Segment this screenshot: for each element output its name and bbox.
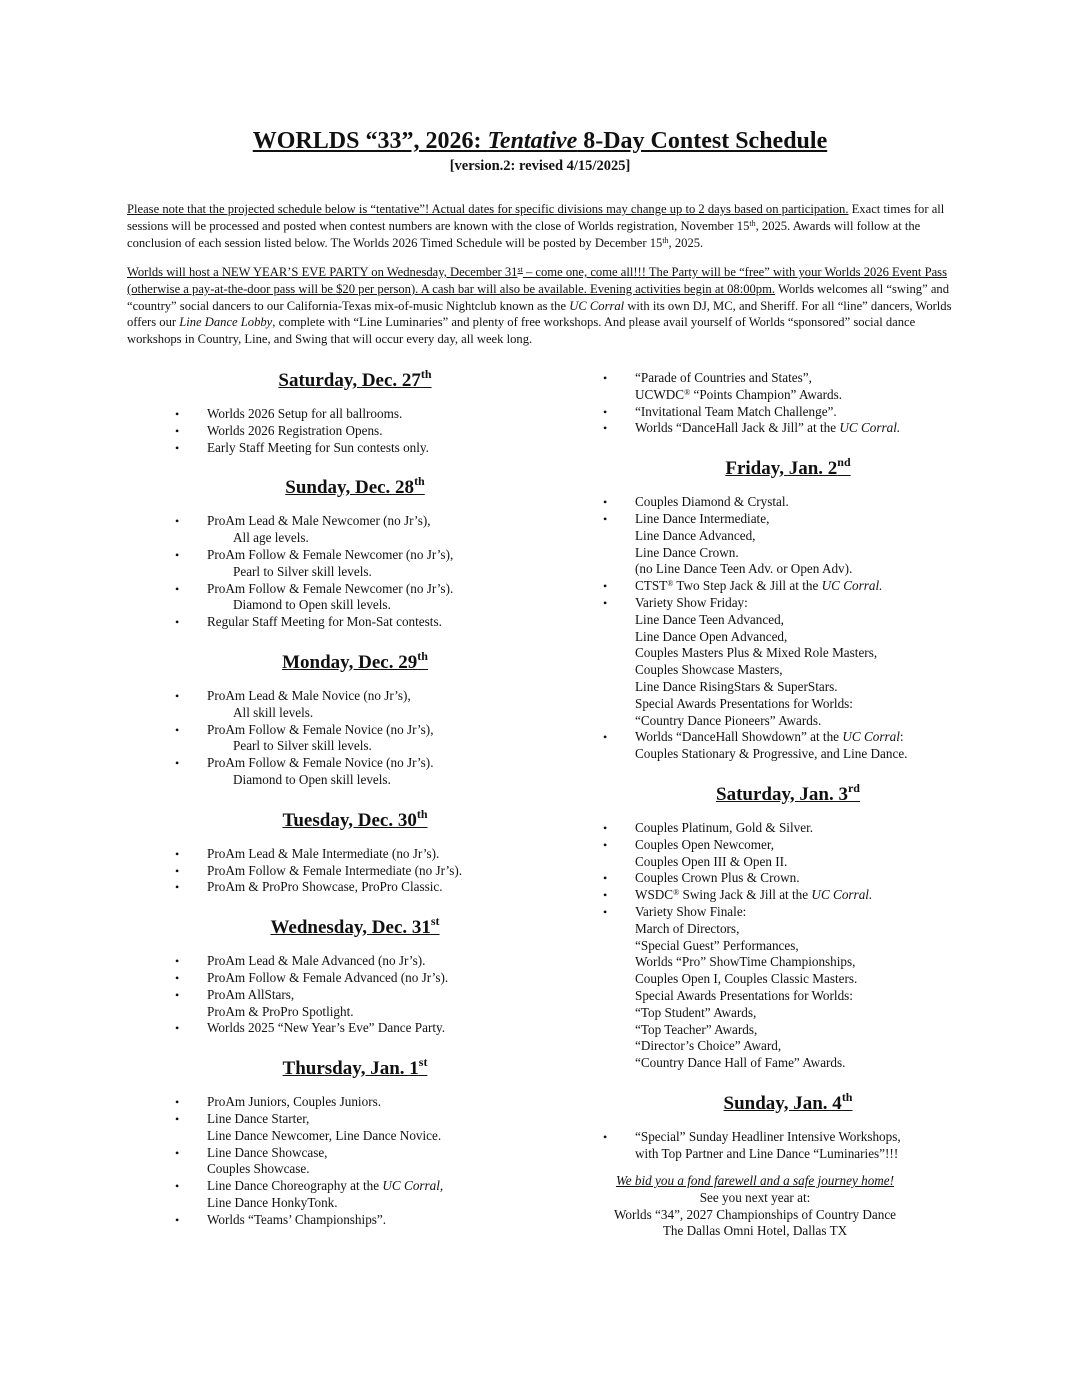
item-subtext: “Points Champion” Awards. (690, 386, 843, 402)
item-subtext: Line Dance Advanced, (635, 527, 756, 543)
item-text: Worlds 2025 “New Year’s Eve” Dance Party. (207, 1020, 446, 1036)
item-text: Two Step Jack & Jill at the (673, 578, 822, 594)
title-prefix: WORLDS “33”, 2026: (252, 128, 488, 154)
list-item (603, 729, 973, 763)
item-subtext: Diamond to Open skill levels. (233, 771, 391, 787)
day-heading-sup: th (416, 806, 428, 821)
list-item (175, 863, 535, 880)
list-item (603, 870, 973, 887)
item-subtext: All age levels. (233, 530, 309, 546)
list-item (175, 688, 535, 722)
item-text: CTST (635, 578, 668, 594)
item-subtext: Line Dance RisingStars & SuperStars. (635, 678, 838, 694)
day-section-tue-dec-30 (175, 806, 535, 896)
item-text: • Variety Show Finale: (635, 903, 747, 919)
item-text: : (899, 729, 904, 745)
item-subtext: Line Dance Teen Advanced, (635, 611, 784, 627)
item-uc-corral: UC Corral. (811, 887, 873, 903)
intro-p1-text-b: , 2025. Awards will follow at the conclusion of each session listed below. The Worlds 2026 Timed Schedule will be posted by December 15 (127, 218, 921, 250)
item-text: • ProAm Lead & Male Newcomer (no Jr’s), (207, 513, 431, 529)
item-text: Early Staff Meeting for Sun contests only. (207, 439, 429, 455)
day-section-mon-dec-29 (175, 648, 535, 789)
item-text: • ProAm AllStars, (207, 986, 295, 1002)
list-item (603, 887, 973, 904)
intro-p2-text-a: Worlds welcomes all “swing” and “country” social dancers to our California-Texas mix-of-music Nightclub known as the (127, 281, 950, 313)
day-heading-label: Sunday, Jan. 4 (723, 1092, 842, 1114)
day-section-sun-jan-4 (603, 1089, 973, 1163)
day-heading-label: Thursday, Jan. 1 (282, 1058, 419, 1080)
list-item (175, 953, 535, 970)
list-item (175, 423, 535, 440)
intro-p2-sup: st (517, 265, 523, 274)
left-column (175, 366, 535, 1229)
item-subtext: Couples Open III & Open II. (635, 853, 788, 869)
list-item (175, 581, 535, 615)
day-heading-label: Wednesday, Dec. 31 (270, 917, 431, 939)
item-uc-corral: UC Corral, (382, 1178, 444, 1194)
list-item (175, 440, 535, 457)
item-subtext: “Top Teacher” Awards, (635, 1021, 758, 1037)
day-section-thu-jan-1-continued (603, 370, 973, 437)
registered-mark: ® (673, 888, 680, 898)
list-item (175, 1212, 535, 1229)
intro-p2-line-dance-lobby: Line Dance Lobby (179, 315, 273, 330)
item-text: Worlds “DanceHall Jack & Jill” at the (635, 420, 840, 436)
intro-p2-underlined-1: Worlds will host a NEW YEAR’S EVE PARTY on Wednesday, December 31 (127, 265, 518, 279)
day-section-fri-jan-2 (603, 454, 973, 763)
list-item (603, 494, 973, 511)
item-subtext: Line Dance Crown. (635, 544, 739, 560)
day-heading (175, 648, 535, 678)
item-text: Couples Diamond & Crystal. (635, 494, 789, 510)
list-item (175, 1020, 535, 1037)
list-item (175, 614, 535, 631)
day-heading-label: Tuesday, Dec. 30 (282, 809, 417, 831)
intro-p1-sup2: th (662, 235, 669, 245)
day-heading (603, 454, 973, 484)
day-items (603, 370, 973, 437)
day-section-wed-dec-31 (175, 913, 535, 1037)
day-heading-label: Saturday, Jan. 3 (716, 783, 848, 805)
list-item (603, 1129, 973, 1163)
day-section-thu-jan-1 (175, 1054, 535, 1228)
list-item (603, 420, 973, 437)
right-column (603, 370, 973, 1162)
item-text: • Couples Open Newcomer, (635, 836, 775, 852)
list-item (175, 987, 535, 1021)
day-heading-label: Sunday, Dec. 28 (285, 477, 415, 499)
list-item (603, 904, 973, 1072)
day-section-sun-dec-28 (175, 473, 535, 631)
item-uc-corral: UC Corral (842, 729, 900, 745)
item-text: • Line Dance Showcase, (207, 1144, 328, 1160)
day-heading (175, 806, 535, 836)
registered-mark: ® (684, 387, 691, 397)
item-subtext: All skill levels. (233, 704, 314, 720)
item-text: • ProAm Follow & Female Newcomer (no Jr’s). (207, 580, 454, 596)
list-item (603, 370, 973, 404)
farewell-line: We bid you a fond farewell and a safe journey home! (615, 1173, 895, 1188)
day-heading (175, 913, 535, 943)
closing-message (560, 1173, 950, 1240)
day-items (175, 846, 535, 896)
list-item (175, 547, 535, 581)
item-text: Worlds 2026 Setup for all ballrooms. (207, 406, 403, 421)
intro-p2-uc-corral: UC Corral (569, 298, 625, 313)
list-item (603, 820, 973, 837)
item-subtext: Pearl to Silver skill levels. (233, 738, 372, 754)
list-item (603, 595, 973, 729)
list-item (603, 511, 973, 578)
page-title (0, 128, 1080, 155)
title-tentative: Tentative (487, 128, 578, 154)
item-uc-corral: UC Corral. (821, 578, 883, 594)
item-text: Couples Crown Plus & Crown. (635, 870, 800, 886)
venue-line: The Dallas Omni Hotel, Dallas TX (662, 1223, 848, 1239)
day-heading-sup: rd (847, 780, 860, 795)
day-heading-sup: st (418, 1055, 428, 1070)
item-subtext: Line Dance Open Advanced, (635, 628, 788, 644)
item-text: • ProAm Follow & Female Newcomer (no Jr’s), (207, 546, 454, 562)
day-items (603, 494, 973, 763)
next-event-line: Worlds “34”, 2027 Championships of Country Dance (613, 1206, 897, 1222)
item-subtext: Diamond to Open skill levels. (233, 597, 391, 613)
item-subtext: Couples Showcase Masters, (635, 662, 783, 678)
item-subtext: Worlds “Pro” ShowTime Championships, (635, 954, 856, 970)
list-item (175, 1111, 535, 1145)
item-subtext: with Top Partner and Line Dance “Luminaries”!!! (635, 1145, 899, 1161)
item-subtext: “Director’s Choice” Award, (635, 1038, 782, 1054)
intro-p1-sup1: th (749, 218, 756, 228)
day-heading-label: Monday, Dec. 29 (282, 651, 418, 673)
day-heading-sup: th (417, 648, 428, 663)
item-text: ProAm Lead & Male Advanced (no Jr’s). (207, 953, 426, 969)
day-heading (603, 780, 973, 810)
item-subtext: ProAm & ProPro Spotlight. (207, 1003, 354, 1019)
day-heading-sup: th (420, 367, 432, 381)
list-item (175, 755, 535, 789)
item-subtext: (no Line Dance Teen Adv. or Open Adv). (635, 561, 853, 577)
item-text: “Invitational Team Match Challenge”. (635, 403, 837, 419)
day-heading-sup: st (430, 914, 440, 929)
item-subtext: Couples Masters Plus & Mixed Role Masters, (635, 645, 878, 661)
item-subtext: Couples Open I, Couples Classic Masters. (635, 971, 858, 987)
day-heading (175, 473, 535, 503)
item-subtext: Line Dance Newcomer, Line Dance Novice. (207, 1127, 442, 1143)
item-subtext: Pearl to Silver skill levels. (233, 563, 372, 579)
day-items (175, 513, 535, 631)
list-item (175, 513, 535, 547)
list-item (175, 879, 535, 896)
item-text: Couples Platinum, Gold & Silver. (635, 819, 814, 835)
list-item (175, 1094, 535, 1111)
list-item (175, 846, 535, 863)
list-item (175, 1178, 535, 1212)
day-items (603, 820, 973, 1072)
item-text: • ProAm Follow & Female Novice (no Jr’s). (207, 755, 434, 771)
intro-paragraph-2 (127, 264, 957, 348)
item-text: • “Special” Sunday Headliner Intensive Workshops, (635, 1128, 901, 1144)
list-item (175, 406, 535, 423)
item-text: • ProAm Lead & Male Novice (no Jr’s), (207, 687, 411, 703)
list-item (175, 722, 535, 756)
intro-paragraph-1 (127, 201, 957, 251)
intro-p2-text-b: with its own DJ, MC, and Sheriff. For all “line” dancers, Worlds offers our (127, 298, 952, 330)
item-text: Line Dance Choreography at the (207, 1178, 383, 1194)
item-text: ProAm Juniors, Couples Juniors. (207, 1094, 382, 1110)
item-subtext: “Top Student” Awards, (635, 1004, 757, 1020)
item-subtext: “Country Dance Pioneers” Awards. (635, 712, 822, 728)
item-subtext: Special Awards Presentations for Worlds: (635, 987, 853, 1003)
item-text: WSDC (635, 887, 674, 903)
day-heading (175, 1054, 535, 1084)
item-text: Worlds “Teams’ Championships”. (207, 1211, 387, 1227)
day-heading-sup: th (841, 1089, 853, 1104)
list-item (175, 970, 535, 987)
item-subtext: Couples Stationary & Progressive, and Line Dance. (635, 746, 908, 762)
day-heading-sup: th (414, 474, 425, 489)
item-text: • ProAm Follow & Female Novice (no Jr’s), (207, 721, 434, 737)
title-suffix: 8-Day Contest Schedule (577, 128, 828, 154)
day-heading-label: Saturday, Dec. 27 (278, 370, 421, 391)
item-text: • Line Dance Intermediate, (635, 510, 770, 526)
day-items (175, 1094, 535, 1228)
item-text: ProAm & ProPro Showcase, ProPro Classic. (207, 879, 443, 895)
intro-p1-text-c: , 2025. (668, 235, 704, 250)
day-section-sat-dec-27 (175, 366, 535, 456)
intro-p1-text-a: Exact times for all sessions will be processed and posted when contest numbers are known with the close of Worlds registration, November 15 (127, 202, 945, 233)
list-item (603, 404, 973, 421)
registered-mark: ® (667, 579, 674, 589)
intro-p2-underlined-2: – come one, come all!!! The Party will be “free” with your Worlds 2026 Event Pass (otherwise a pay-at-the-door pass will be $20 per person). A cash bar will also be available. Evening activities begin at 08:00pm. (127, 265, 947, 296)
intro-p1-underlined: Please note that the projected schedule below is “tentative”! Actual dates for specific divisions may change up to 2 days based on participation. (127, 202, 849, 216)
item-text: Swing Jack & Jill at the (679, 887, 812, 903)
day-section-sat-jan-3 (603, 780, 973, 1072)
intro-p2-text-c: , complete with “Line Luminaries” and plenty of free workshops. And please avail yourself of Worlds “sponsored” social dance workshops in Country, Line, and Swing that will occur every day, all week long. (127, 315, 916, 347)
list-item (175, 1145, 535, 1179)
item-text: Worlds 2026 Registration Opens. (207, 422, 383, 438)
item-subtext: Line Dance HonkyTonk. (207, 1194, 338, 1210)
day-items (175, 406, 535, 456)
item-subtext: Special Awards Presentations for Worlds: (635, 695, 853, 711)
list-item (603, 837, 973, 871)
item-text: • Line Dance Starter, (207, 1110, 310, 1126)
day-heading-sup: nd (837, 455, 851, 470)
day-items (175, 953, 535, 1037)
item-subtext: “Country Dance Hall of Fame” Awards. (635, 1055, 846, 1071)
item-text: Worlds “DanceHall Showdown” at the (635, 729, 843, 745)
item-text: • “Parade of Countries and States”, (635, 370, 812, 385)
day-items (175, 688, 535, 789)
day-heading (175, 366, 535, 396)
item-text: ProAm Follow & Female Intermediate (no Jr’s). (207, 862, 463, 878)
list-item (603, 578, 973, 595)
item-subtext: Couples Showcase. (207, 1161, 310, 1177)
day-heading-label: Friday, Jan. 2 (725, 458, 838, 480)
item-text: ProAm Lead & Male Intermediate (no Jr’s). (207, 845, 440, 861)
day-heading (603, 1089, 973, 1119)
item-text: ProAm Follow & Female Advanced (no Jr’s). (207, 969, 449, 985)
item-uc-corral: UC Corral. (839, 420, 901, 436)
item-subtext: March of Directors, (635, 920, 740, 936)
item-text: • Variety Show Friday: (635, 594, 748, 610)
item-subtext: UCWDC (635, 386, 685, 402)
see-you-line: See you next year at: (699, 1189, 811, 1205)
day-items (603, 1129, 973, 1163)
version-note: [version.2: revised 4/15/2025] (449, 158, 631, 174)
item-text: Regular Staff Meeting for Mon-Sat contests. (207, 614, 442, 630)
item-subtext: “Special Guest” Performances, (635, 937, 799, 953)
